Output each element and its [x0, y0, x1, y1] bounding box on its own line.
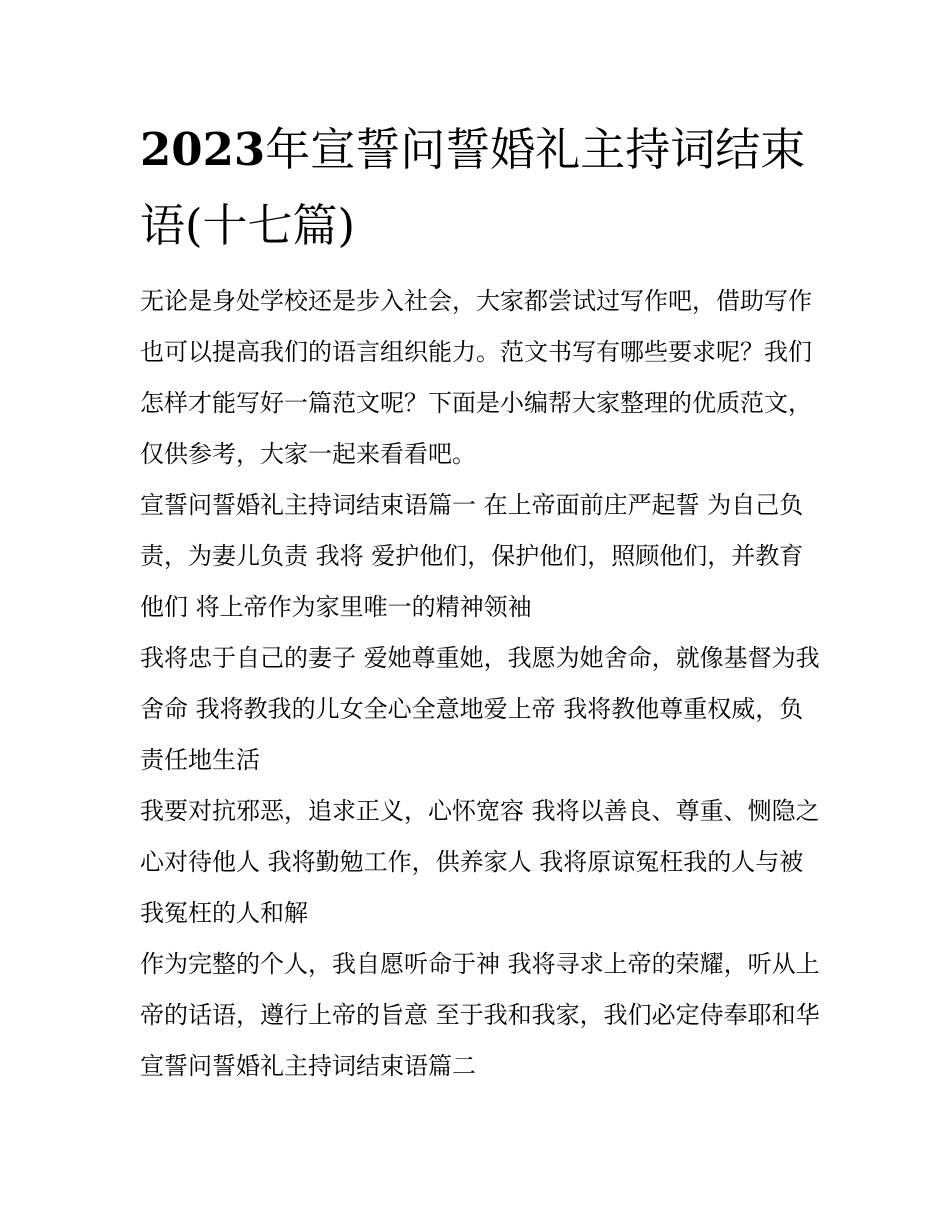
title-year: 2023	[140, 123, 266, 176]
paragraph-1: 宣誓问誓婚礼主持词结束语篇一 在上帝面前庄严起誓 为自己负责，为妻儿负责 我将 爱护他们，保护他们，照顾他们，并教育他们 将上帝作为家里唯一的精神领袖	[140, 491, 804, 621]
document-title	[140, 112, 820, 264]
paragraph-intro: 无论是身处学校还是步入社会，大家都尝试过写作吧，借助写作也可以提高我们的语言组织能力。范文书写有哪些要求呢？我们怎样才能写好一篇范文呢？下面是小编帮大家整理的优质范文，仅供参考，大家一起来看看吧。	[140, 287, 812, 468]
paragraph-3: 我要对抗邪恶，追求正义，心怀宽容 我将以善良、尊重、恻隐之心对待他人 我将勤勉工作，供养家人 我将原谅冤枉我的人与被我冤枉的人和解	[140, 797, 820, 927]
paragraph-2: 我将忠于自己的妻子 爱她尊重她，我愿为她舍命，就像基督为我舍命 我将教我的儿女全心全意地爱上帝 我将教他尊重权威，负责任地生活	[140, 644, 820, 774]
paragraph-4: 作为完整的个人，我自愿听命于神 我将寻求上帝的荣耀，听从上帝的话语，遵行上帝的旨意 至于我和我家，我们必定侍奉耶和华 宣誓问誓婚礼主持词结束语篇二	[140, 950, 820, 1080]
document-body	[140, 276, 820, 1092]
title-text: 年宣誓问誓婚礼主持词结束语(十七篇)	[140, 123, 806, 252]
